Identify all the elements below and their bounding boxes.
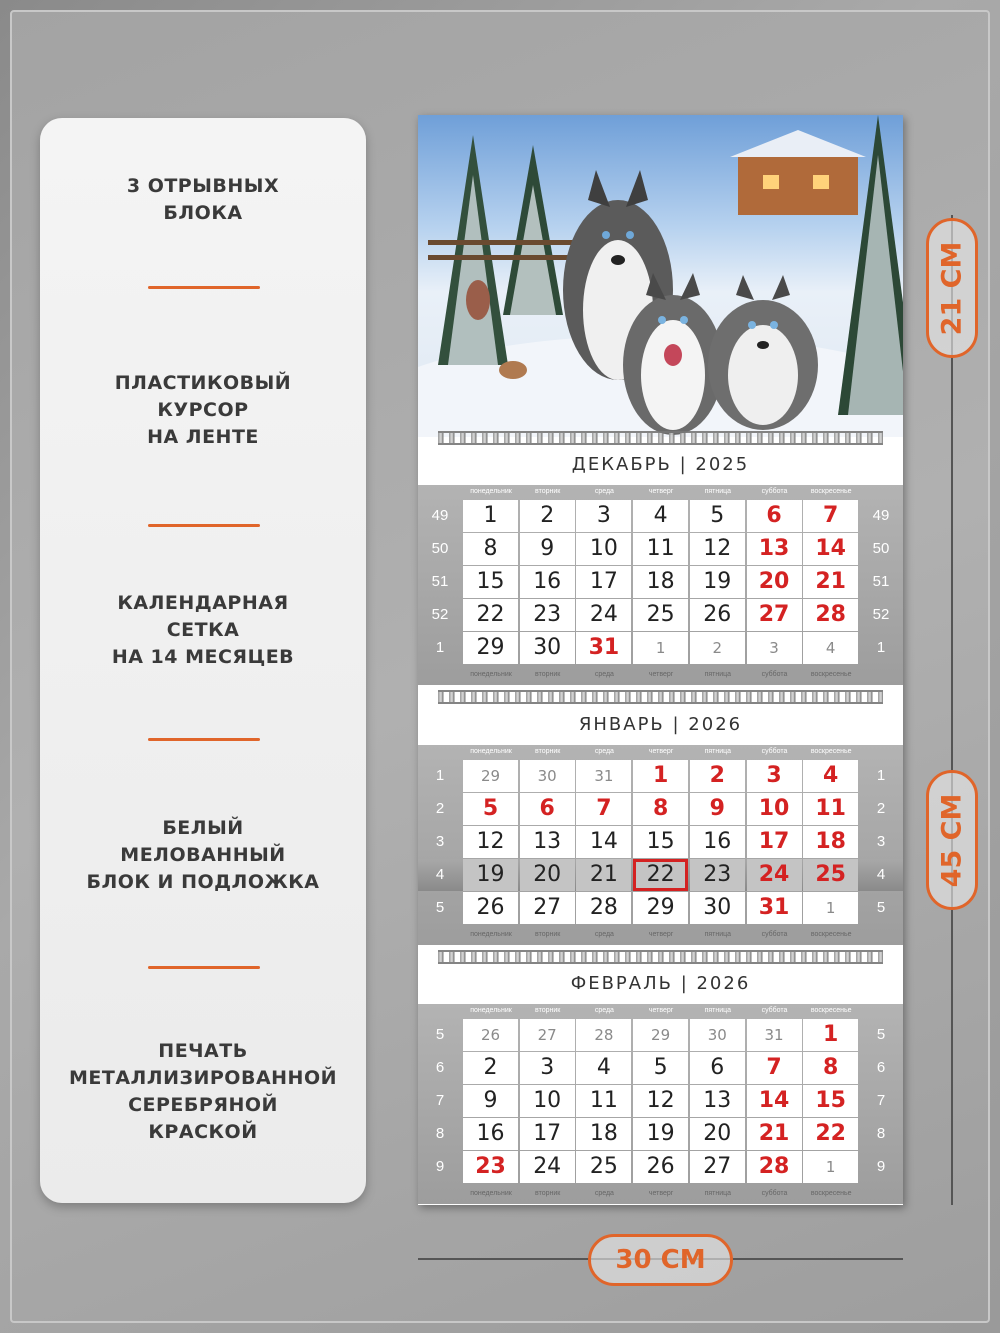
weekday-label: суббота: [761, 488, 788, 495]
day-cell: 31: [576, 632, 631, 664]
weekday-label: четверг: [648, 748, 674, 755]
week-number: 49: [872, 507, 890, 524]
day-cell: 1: [463, 500, 518, 532]
weekday-label: вторник: [535, 1007, 561, 1014]
day-cell: 5: [633, 1052, 688, 1084]
weekday-label: вторник: [535, 671, 561, 678]
feature-line: КРАСКОЙ: [148, 1121, 258, 1143]
day-cell: 8: [633, 793, 688, 825]
day-cell: 30: [690, 1019, 745, 1051]
day-cell: 1: [633, 760, 688, 792]
top-height-label: 21 СМ: [936, 241, 968, 335]
day-cell: 7: [576, 793, 631, 825]
week-number: 3: [876, 833, 886, 850]
week-number: 8: [876, 1125, 886, 1142]
weekday-label: среда: [594, 931, 614, 938]
feature-plastic-cursor: [40, 370, 366, 451]
day-cell: 10: [747, 793, 802, 825]
feature-line: МЕТАЛЛИЗИРОВАННОЙ: [68, 1067, 338, 1089]
day-cell: 27: [520, 1019, 575, 1051]
day-cell: 19: [463, 859, 518, 891]
weekday-label: суббота: [761, 1190, 788, 1197]
weekday-label: среда: [594, 1190, 614, 1197]
weekday-label: вторник: [535, 488, 561, 495]
day-cell: 29: [633, 1019, 688, 1051]
month-block: [418, 964, 903, 1219]
day-cell: 9: [520, 533, 575, 565]
day-cell: 28: [576, 892, 631, 924]
day-cell: 23: [463, 1151, 518, 1183]
month-title: ЯНВАРЬ | 2026: [418, 705, 903, 745]
weekday-label: пятница: [704, 488, 732, 495]
week-number: 8: [435, 1125, 445, 1142]
feature-line: СЕТКА: [166, 619, 240, 641]
feature-line: 3 ОТРЫВНЫХ: [126, 175, 280, 197]
day-cell: 27: [690, 1151, 745, 1183]
width-badge: [588, 1234, 733, 1286]
day-cell: 24: [747, 859, 802, 891]
day-cell: 15: [633, 826, 688, 858]
today-cell: 22: [633, 859, 688, 891]
day-cell: 26: [463, 892, 518, 924]
day-cell: 28: [803, 599, 858, 631]
day-cell: 11: [576, 1085, 631, 1117]
weekday-label: понедельник: [470, 1007, 512, 1014]
total-height-badge: [926, 770, 978, 910]
weekday-label: четверг: [648, 931, 674, 938]
features-panel: [40, 118, 366, 1203]
week-number: 1: [876, 767, 886, 784]
weekday-label: воскресенье: [810, 671, 852, 678]
week-number: 49: [431, 507, 449, 524]
day-cell: 25: [803, 859, 858, 891]
weekday-label: воскресенье: [810, 931, 852, 938]
day-cell: 16: [520, 566, 575, 598]
week-number: 5: [435, 1026, 445, 1043]
day-cell: 16: [690, 826, 745, 858]
day-cell: 5: [463, 793, 518, 825]
feature-tear-off-blocks: [40, 173, 366, 227]
week-number: 4: [876, 866, 886, 883]
day-cell: 19: [633, 1118, 688, 1150]
day-cell: 2: [463, 1052, 518, 1084]
week-number: 2: [876, 800, 886, 817]
top-height-badge: [926, 218, 978, 358]
day-cell: 13: [520, 826, 575, 858]
day-cell: 4: [803, 760, 858, 792]
day-cell: 17: [520, 1118, 575, 1150]
day-cell: 30: [520, 632, 575, 664]
weekday-label: пятница: [704, 671, 732, 678]
day-cell: 28: [747, 1151, 802, 1183]
week-number: 50: [431, 540, 449, 557]
day-cell: 8: [803, 1052, 858, 1084]
weekday-label: пятница: [704, 748, 732, 755]
feature-line: БЛОК И ПОДЛОЖКА: [86, 871, 320, 893]
weekday-label: воскресенье: [810, 488, 852, 495]
day-cell: 12: [463, 826, 518, 858]
week-number: 3: [435, 833, 445, 850]
week-number: 52: [431, 606, 449, 623]
day-cell: 14: [803, 533, 858, 565]
feature-line: ПЕЧАТЬ: [158, 1040, 248, 1062]
day-cell: 4: [633, 500, 688, 532]
day-cell: 24: [520, 1151, 575, 1183]
week-number: 5: [435, 899, 445, 916]
spiral-binding: [438, 690, 883, 704]
day-cell: 17: [747, 826, 802, 858]
day-cell: 3: [747, 760, 802, 792]
day-cell: 20: [520, 859, 575, 891]
bird: [499, 361, 527, 379]
feature-line: КАЛЕНДАРНАЯ: [117, 592, 289, 614]
weekday-label: пятница: [704, 1190, 732, 1197]
weekday-label: понедельник: [470, 931, 512, 938]
day-cell: 22: [463, 599, 518, 631]
day-cell: 26: [463, 1019, 518, 1051]
husky-winter-photo: [418, 115, 903, 437]
weekday-label: понедельник: [470, 671, 512, 678]
wall-calendar: [418, 115, 903, 1205]
day-cell: 18: [803, 826, 858, 858]
weekday-label: пятница: [704, 1007, 732, 1014]
day-cell: 20: [690, 1118, 745, 1150]
day-cell: 10: [576, 533, 631, 565]
day-cell: 25: [633, 599, 688, 631]
week-number: 2: [435, 800, 445, 817]
day-cell: 3: [576, 500, 631, 532]
month-block: [418, 445, 903, 700]
feature-line: СЕРЕБРЯНОЙ: [128, 1094, 278, 1116]
day-cell: 21: [803, 566, 858, 598]
day-cell: 1: [633, 632, 688, 664]
weekday-label: среда: [594, 488, 614, 495]
divider: [148, 524, 260, 527]
day-cell: 26: [690, 599, 745, 631]
month-title: ДЕКАБРЬ | 2025: [418, 445, 903, 485]
height-dimension-line: [951, 215, 953, 1205]
spiral-binding: [438, 950, 883, 964]
day-cell: 14: [747, 1085, 802, 1117]
feature-coated-paper: [40, 815, 366, 896]
day-cell: 14: [576, 826, 631, 858]
weekday-label: суббота: [761, 748, 788, 755]
weekday-label: вторник: [535, 1190, 561, 1197]
day-cell: 18: [633, 566, 688, 598]
day-cell: 13: [747, 533, 802, 565]
week-number: 1: [876, 639, 886, 656]
weekday-label: суббота: [761, 931, 788, 938]
day-cell: 28: [576, 1019, 631, 1051]
day-cell: 9: [463, 1085, 518, 1117]
day-cell: 1: [803, 1019, 858, 1051]
bird: [466, 280, 490, 320]
weekday-label: среда: [594, 1007, 614, 1014]
feature-calendar-grid: [40, 590, 366, 671]
day-cell: 2: [690, 632, 745, 664]
week-number: 9: [435, 1158, 445, 1175]
day-cell: 1: [803, 1151, 858, 1183]
weekday-label: понедельник: [470, 488, 512, 495]
day-cell: 18: [576, 1118, 631, 1150]
day-cell: 13: [690, 1085, 745, 1117]
day-cell: 17: [576, 566, 631, 598]
weekday-label: понедельник: [470, 748, 512, 755]
day-cell: 19: [690, 566, 745, 598]
day-cell: 12: [633, 1085, 688, 1117]
day-cell: 23: [690, 859, 745, 891]
day-cell: 31: [576, 760, 631, 792]
day-cell: 21: [747, 1118, 802, 1150]
weekday-label: четверг: [648, 488, 674, 495]
weekday-label: воскресенье: [810, 1190, 852, 1197]
week-number: 5: [876, 1026, 886, 1043]
day-cell: 6: [690, 1052, 745, 1084]
day-cell: 1: [803, 892, 858, 924]
weekday-label: воскресенье: [810, 748, 852, 755]
day-cell: 29: [463, 760, 518, 792]
weekday-label: среда: [594, 671, 614, 678]
feature-metallic-print: [40, 1038, 366, 1146]
day-cell: 2: [690, 760, 745, 792]
day-cell: 9: [690, 793, 745, 825]
week-number: 6: [876, 1059, 886, 1076]
feature-line: НА ЛЕНТЕ: [147, 426, 259, 448]
weekday-label: пятница: [704, 931, 732, 938]
day-cell: 12: [690, 533, 745, 565]
week-number: 7: [435, 1092, 445, 1109]
feature-line: ПЛАСТИКОВЫЙ: [114, 372, 292, 394]
week-number: 6: [435, 1059, 445, 1076]
weekday-label: среда: [594, 748, 614, 755]
day-cell: 20: [747, 566, 802, 598]
day-cell: 24: [576, 599, 631, 631]
day-cell: 16: [463, 1118, 518, 1150]
day-cell: 8: [463, 533, 518, 565]
day-cell: 31: [747, 892, 802, 924]
day-cell: 15: [803, 1085, 858, 1117]
month-block: [418, 705, 903, 960]
width-label: 30 СМ: [615, 1245, 706, 1275]
day-cell: 6: [747, 500, 802, 532]
weekday-label: четверг: [648, 1190, 674, 1197]
winter-scene-illustration: [418, 115, 903, 437]
divider: [148, 286, 260, 289]
feature-line: БЕЛЫЙ: [162, 817, 244, 839]
day-cell: 7: [747, 1052, 802, 1084]
day-cell: 15: [463, 566, 518, 598]
total-height-label: 45 СМ: [936, 793, 968, 887]
divider: [148, 738, 260, 741]
day-cell: 26: [633, 1151, 688, 1183]
day-cell: 27: [520, 892, 575, 924]
week-number: 7: [876, 1092, 886, 1109]
spiral-binding: [438, 431, 883, 445]
day-cell: 2: [520, 500, 575, 532]
week-number: 50: [872, 540, 890, 557]
feature-line: БЛОКА: [163, 202, 243, 224]
feature-line: НА 14 МЕСЯЦЕВ: [111, 646, 295, 668]
day-cell: 25: [576, 1151, 631, 1183]
week-number: 1: [435, 639, 445, 656]
day-cell: 30: [520, 760, 575, 792]
day-cell: 7: [803, 500, 858, 532]
day-cell: 10: [520, 1085, 575, 1117]
week-number: 4: [435, 866, 445, 883]
day-cell: 27: [747, 599, 802, 631]
day-cell: 3: [747, 632, 802, 664]
day-cell: 31: [747, 1019, 802, 1051]
day-cell: 3: [520, 1052, 575, 1084]
weekday-label: четверг: [648, 1007, 674, 1014]
weekday-label: понедельник: [470, 1190, 512, 1197]
day-cell: 30: [690, 892, 745, 924]
week-number: 51: [872, 573, 890, 590]
weekday-label: воскресенье: [810, 1007, 852, 1014]
husky-dog: [708, 275, 818, 430]
weekday-label: вторник: [535, 931, 561, 938]
week-number: 52: [872, 606, 890, 623]
day-cell: 6: [520, 793, 575, 825]
day-cell: 21: [576, 859, 631, 891]
day-cell: 5: [690, 500, 745, 532]
week-number: 1: [435, 767, 445, 784]
day-cell: 4: [576, 1052, 631, 1084]
week-number: 5: [876, 899, 886, 916]
month-title: ФЕВРАЛЬ | 2026: [418, 964, 903, 1004]
feature-line: МЕЛОВАННЫЙ: [120, 844, 286, 866]
weekday-label: четверг: [648, 671, 674, 678]
feature-line: КУРСОР: [157, 399, 249, 421]
day-cell: 29: [463, 632, 518, 664]
divider: [148, 966, 260, 969]
weekday-label: суббота: [761, 1007, 788, 1014]
week-number: 51: [431, 573, 449, 590]
day-cell: 22: [803, 1118, 858, 1150]
day-cell: 11: [803, 793, 858, 825]
day-cell: 4: [803, 632, 858, 664]
weekday-label: вторник: [535, 748, 561, 755]
week-number: 9: [876, 1158, 886, 1175]
day-cell: 23: [520, 599, 575, 631]
day-cell: 11: [633, 533, 688, 565]
day-cell: 29: [633, 892, 688, 924]
weekday-label: суббота: [761, 671, 788, 678]
